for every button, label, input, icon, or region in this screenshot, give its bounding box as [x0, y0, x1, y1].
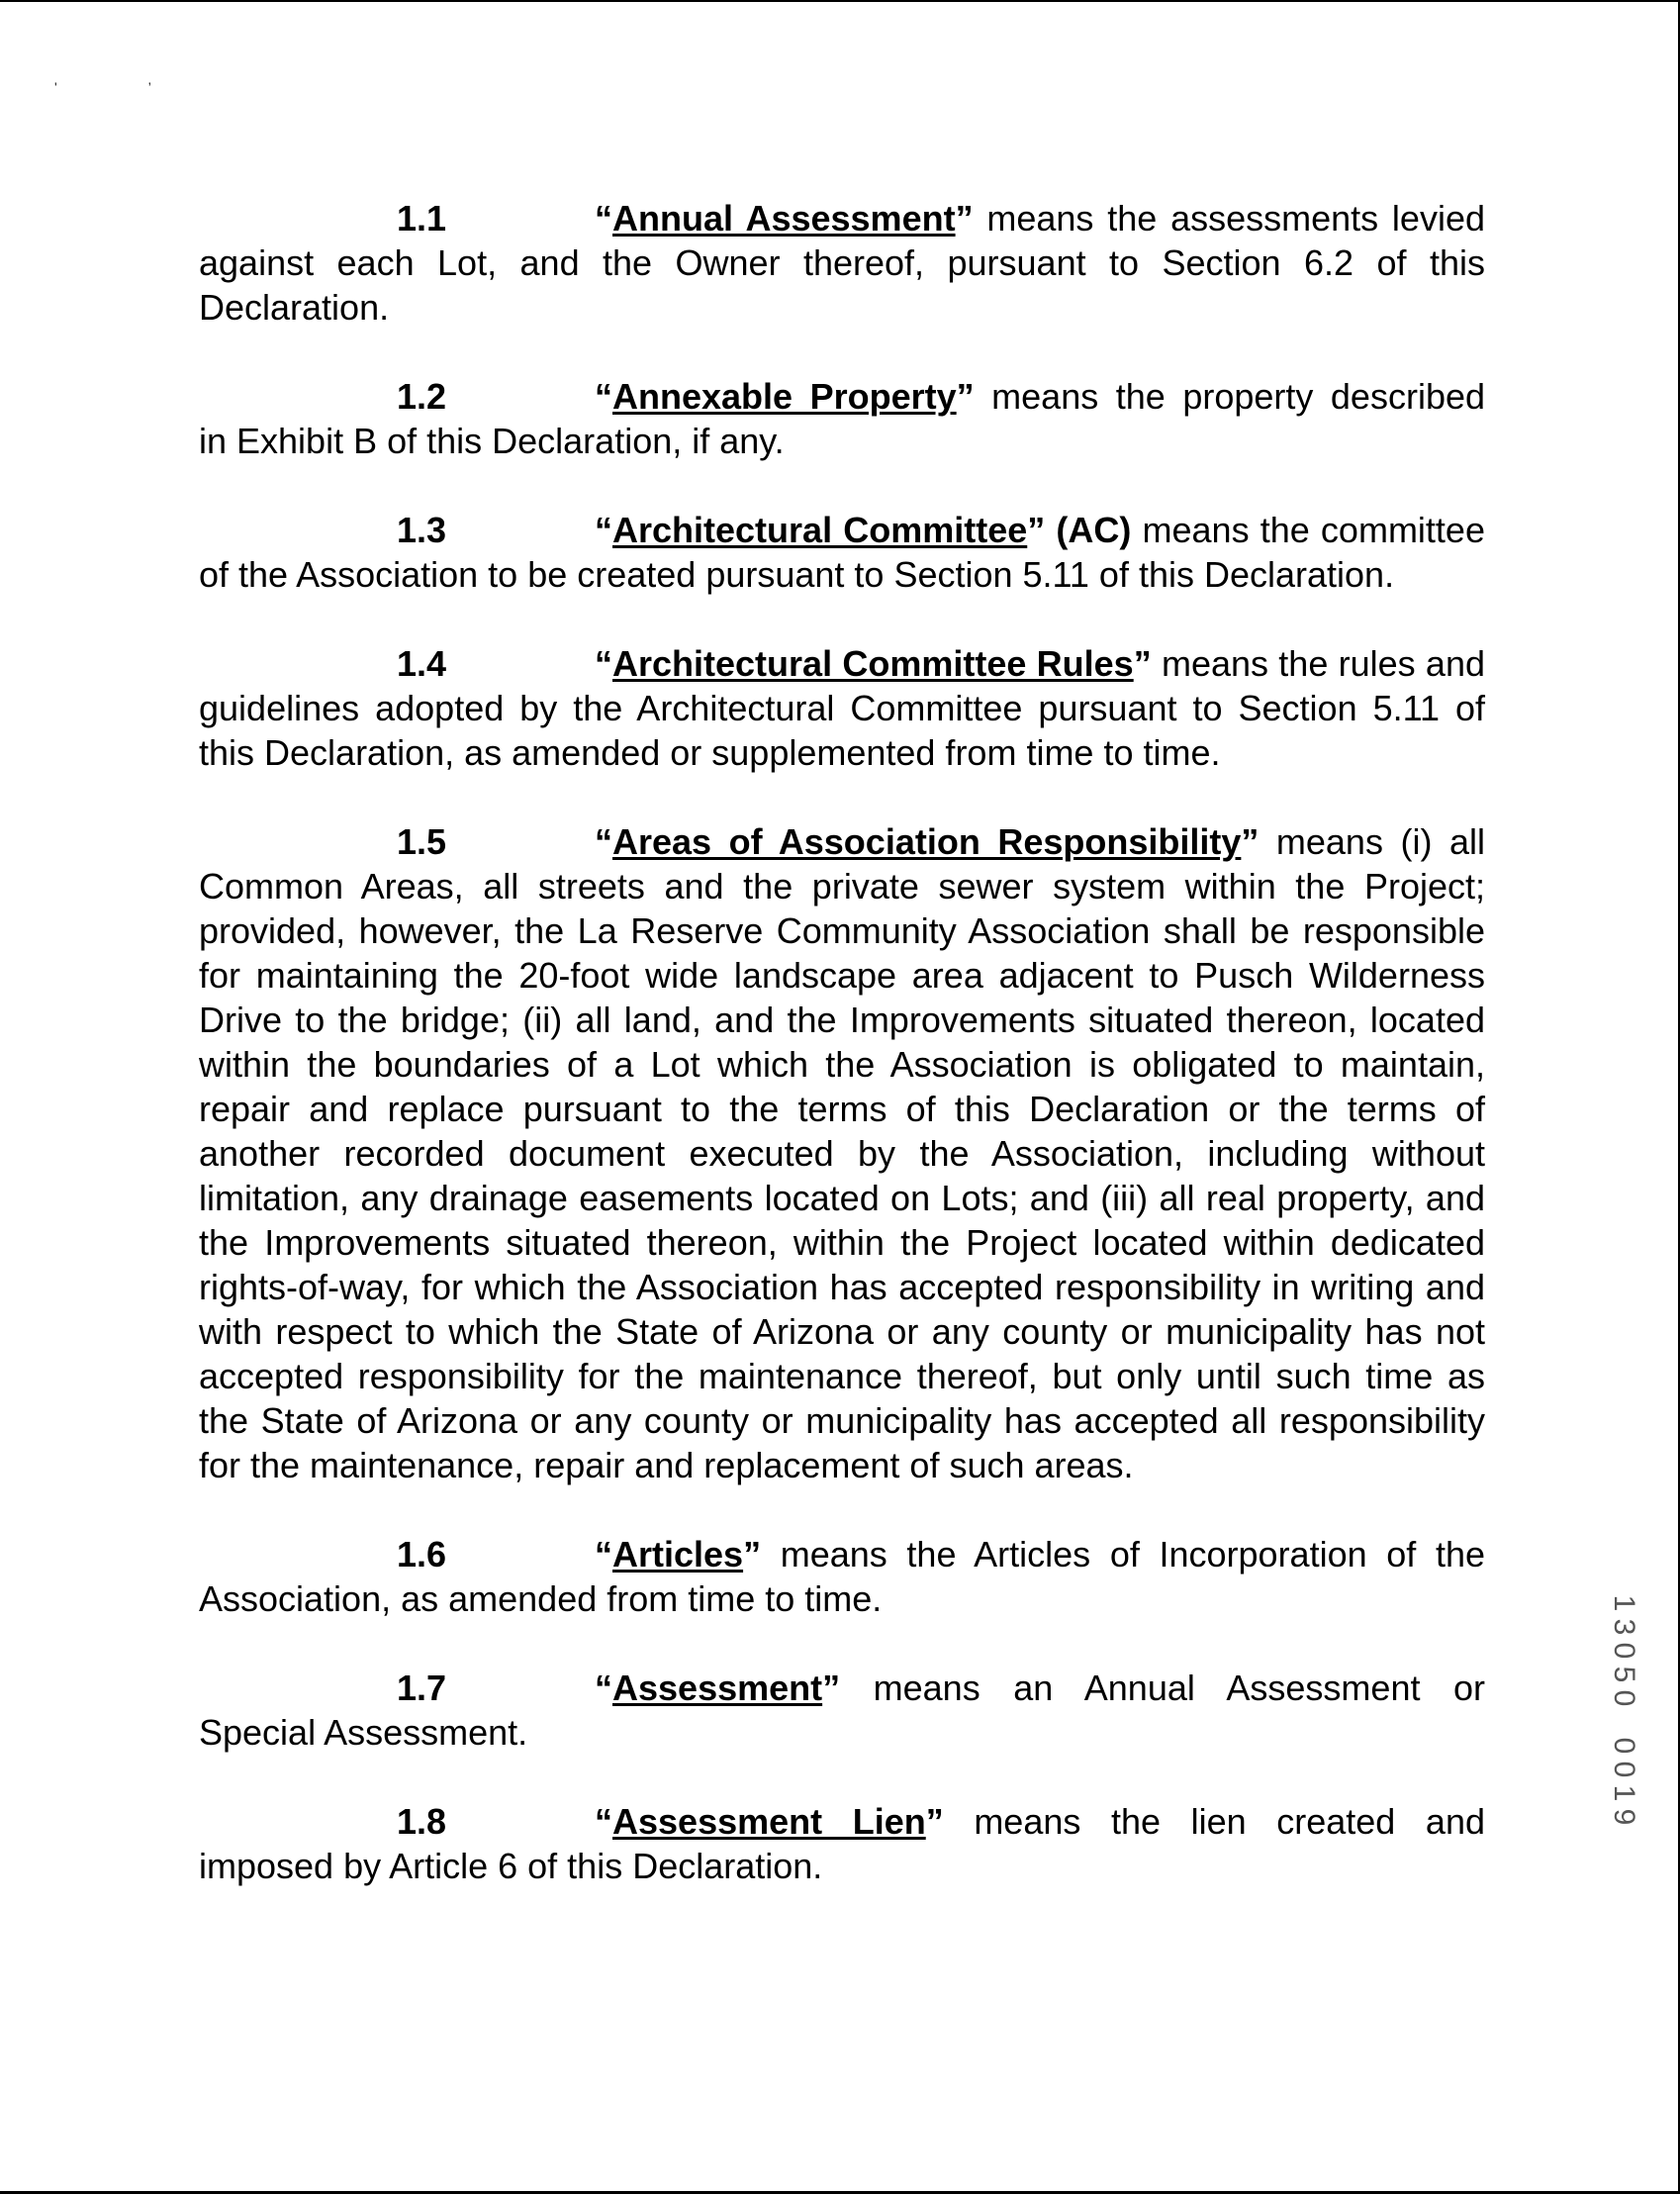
definition-text: means the rules and guidelines adopted by the Architectural Committee pursuant to Section 5.11 of this Declaration, as amended or supplemented from time to time.: [199, 643, 1485, 773]
section-number: 1.7: [397, 1668, 447, 1708]
section-number: 1.1: [397, 198, 447, 238]
definition-text: means the Articles of Incorporation of the Association, as amended from time to time.: [199, 1534, 1485, 1619]
term-text: Architectural Committee Rules: [612, 643, 1134, 684]
term-text: Annexable Property: [612, 376, 957, 417]
definition-1-2: [199, 374, 1485, 463]
definition-1-4: [199, 641, 1485, 775]
term-text: Articles: [612, 1534, 744, 1574]
term-text: Areas of Association Responsibility: [612, 821, 1242, 862]
term-text: Assessment Lien: [612, 1801, 926, 1842]
stamp-glyph: 1: [1608, 1594, 1640, 1612]
term-abbreviation: (AC): [1045, 510, 1132, 550]
definition-text: means the assessments levied against each Lot, and the Owner thereof, pursuant to Section 6.2 of this Declaration.: [199, 198, 1485, 328]
definition-1-7: [199, 1666, 1485, 1755]
definition-text: means the lien created and imposed by Article 6 of this Declaration.: [199, 1801, 1485, 1886]
defined-term: “Articles”: [595, 1534, 762, 1574]
stamp-glyph: 1: [1608, 1784, 1640, 1802]
definition-text: means the property described in Exhibit B of this Declaration, if any.: [199, 376, 1486, 461]
term-text: Architectural Committee: [612, 510, 1028, 550]
defined-term: “Annexable Property”: [595, 376, 975, 417]
definition-1-8: [199, 1799, 1485, 1888]
definition-text: means the committee of the Association to be created pursuant to Section 5.11 of this Declaration.: [199, 510, 1485, 595]
defined-term: “Assessment”: [595, 1668, 841, 1708]
section-number: 1.3: [397, 510, 447, 550]
recording-stamp: [1609, 1591, 1638, 1829]
stamp-glyph: 5: [1608, 1666, 1640, 1683]
definition-1-1: [199, 196, 1485, 330]
section-number: 1.5: [397, 821, 447, 862]
speck-2: ’: [147, 79, 151, 95]
term-text: Assessment: [612, 1668, 823, 1708]
section-number: 1.2: [397, 376, 447, 417]
term-text: Annual Assessment: [612, 198, 956, 238]
stamp-glyph: 0: [1608, 1689, 1640, 1707]
stamp-glyph: 0: [1608, 1761, 1640, 1778]
definition-text: means an Annual Assessment or Special Assessment.: [199, 1668, 1485, 1753]
definition-1-3: [199, 508, 1485, 597]
section-number: 1.4: [397, 643, 447, 684]
defined-term: “Architectural Committee” (AC): [595, 510, 1132, 550]
stamp-glyph: 9: [1608, 1808, 1640, 1826]
scan-specks: [54, 79, 242, 95]
stamp-glyph: 0: [1608, 1642, 1640, 1660]
stamp-glyph: 3: [1608, 1618, 1640, 1636]
speck-1: ': [54, 79, 57, 95]
defined-term: “Assessment Lien”: [595, 1801, 944, 1842]
defined-term: “Architectural Committee Rules”: [595, 643, 1152, 684]
defined-term: “Areas of Association Responsibility”: [595, 821, 1260, 862]
stamp-glyph: 0: [1608, 1737, 1640, 1755]
definition-text: means (i) all Common Areas, all streets and the private sewer system within the Project; provided, however, the La Reserve Community Association shall be responsible for maintaining the 20-foot wide landscape area adjacent to Pusch Wilderness Drive to the bridge; (ii) all land, and the Improvements situated thereon, located within the boundaries of a Lot which the Association is obligated to maintain, repair and replace pursuant to the terms of this Declaration or the terms of another recorded document executed by the Association, including without limitation, any drainage easements located on Lots; and (iii) all real property, and the Improvements situated thereon, within the Project located within dedicated rights-of-way, for which the Association has accepted responsibility in writing and with respect to which the State of Arizona or any county or municipality has not accepted responsibility for the maintenance thereof, but only until such time as the State of Arizona or any county or municipality has accepted all responsibility for the maintenance, repair and replacement of such areas.: [199, 821, 1485, 1485]
definition-1-6: [199, 1532, 1485, 1621]
definitions-body: [199, 196, 1485, 1888]
definition-1-5: [199, 819, 1485, 1487]
defined-term: “Annual Assessment”: [595, 198, 974, 238]
section-number: 1.6: [397, 1534, 447, 1574]
section-number: 1.8: [397, 1801, 447, 1842]
